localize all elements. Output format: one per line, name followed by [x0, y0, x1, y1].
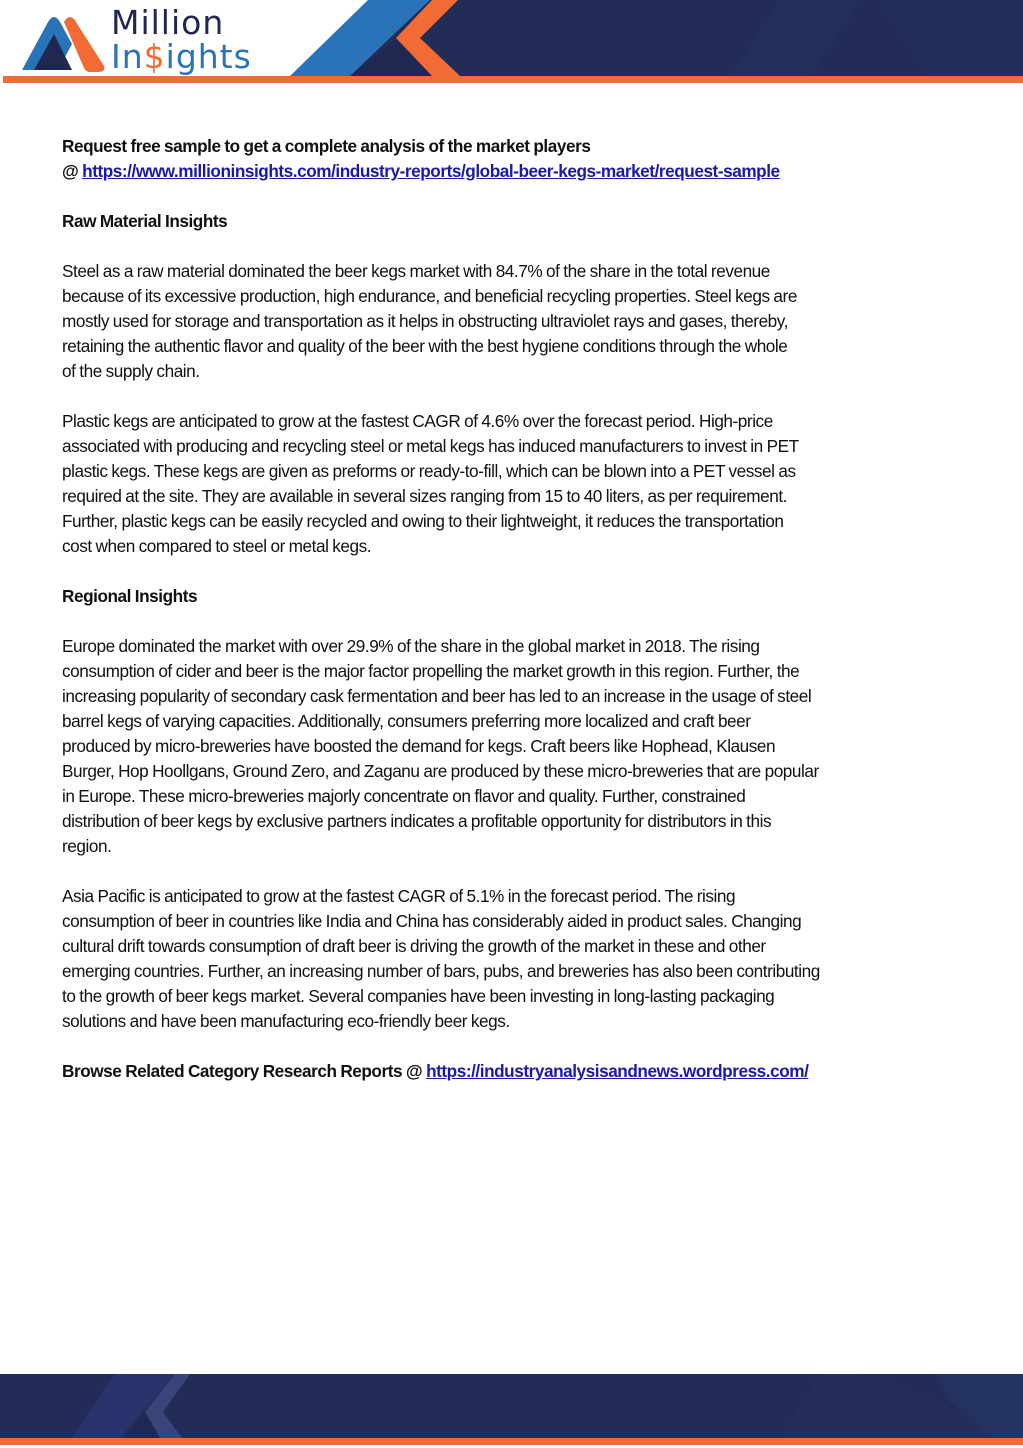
paragraph-line: produced by micro-breweries have boosted the demand for kegs. Craft beers like Hophead, Klausen [62, 736, 776, 756]
paragraph-line: distribution of beer kegs by exclusive partners indicates a profitable opportunity for distributors in this [62, 811, 772, 831]
paragraph-line: plastic kegs. These kegs are given as preforms or ready-to-fill, which can be blown into a PET vessel as [62, 461, 796, 481]
paragraph-line: Steel as a raw material dominated the beer kegs market with 84.7% of the share in the total revenue [62, 261, 770, 281]
at-symbol: @ [62, 161, 83, 181]
paragraph-plastic [62, 409, 962, 559]
paragraph-line: in Europe. These micro-breweries majorly concentrate on flavor and quality. Further, constrained [62, 786, 746, 806]
paragraph-steel [62, 259, 962, 384]
paragraph-line: retaining the authentic flavor and quality of the beer with the best hygiene conditions through the whole [62, 336, 788, 356]
paragraph-line: barrel kegs of varying capacities. Additionally, consumers preferring more localized and craft beer [62, 711, 751, 731]
logo-in: In [111, 37, 144, 76]
logo-line-million: Million [111, 3, 225, 42]
paragraph-line: cost when compared to steel or metal kegs. [62, 536, 372, 556]
paragraph-line: mostly used for storage and transportation as it helps in obstructing ultraviolet rays and gases, thereby, [62, 311, 788, 331]
sample-request-title: Request free sample to get a complete analysis of the market players [62, 136, 591, 156]
spacer [62, 559, 962, 584]
paragraph-line: to the growth of beer kegs market. Several companies have been investing in long-lasting packaging [62, 986, 775, 1006]
spacer [62, 184, 962, 209]
page-header-banner [0, 0, 1023, 84]
paragraph-line: Europe dominated the market with over 29.9% of the share in the global market in 2018. The rising [62, 636, 760, 656]
logo-dollar-sign: $ [143, 37, 166, 76]
spacer [62, 609, 962, 634]
logo-wordmark [111, 3, 252, 76]
browse-label: Browse Related Category Research Reports @ [62, 1061, 427, 1081]
browse-related-line [62, 1059, 962, 1084]
paragraph-line: Plastic kegs are anticipated to grow at the fastest CAGR of 4.6% over the forecast period. High-price [62, 411, 773, 431]
paragraph-line: consumption of cider and beer is the major factor propelling the market growth in this region. Further, the [62, 661, 800, 681]
paragraph-line: region. [62, 836, 112, 856]
paragraph-line: solutions and have been manufacturing eco-friendly beer kegs. [62, 1011, 510, 1031]
paragraph-line: of the supply chain. [62, 361, 200, 381]
related-reports-link[interactable]: https://industryanalysisandnews.wordpress.com/ [426, 1061, 809, 1081]
paragraph-line: cultural drift towards consumption of draft beer is driving the growth of the market in these and other [62, 936, 766, 956]
logo-mark-icon [14, 8, 114, 78]
spacer [62, 234, 962, 259]
paragraph-line: because of its excessive production, high endurance, and beneficial recycling properties. Steel kegs are [62, 286, 797, 306]
paragraph-line: Further, plastic kegs can be easily recycled and owing to their lightweight, it reduces the transportation [62, 511, 784, 531]
section-heading-raw-material: Raw Material Insights [62, 211, 228, 231]
footer-banner-graphic [0, 1374, 1023, 1448]
spacer [62, 384, 962, 409]
paragraph-line: increasing popularity of secondary cask fermentation and beer has led to an increase in the usage of steel [62, 686, 812, 706]
paragraph-line: required at the site. They are available in several sizes ranging from 15 to 40 liters, as per requirement. [62, 486, 787, 506]
paragraph-line: consumption of beer in countries like India and China has considerably aided in product sales. Changing [62, 911, 802, 931]
document-body [62, 134, 962, 1084]
logo-line-insights [111, 37, 252, 76]
logo-ights: ights [165, 37, 252, 76]
page-footer-banner [0, 1374, 1023, 1448]
section-heading-regional: Regional Insights [62, 586, 198, 606]
spacer [62, 859, 962, 884]
paragraph-asia-pacific [62, 884, 962, 1034]
paragraph-line: Asia Pacific is anticipated to grow at the fastest CAGR of 5.1% in the forecast period. The rising [62, 886, 736, 906]
paragraph-line: Burger, Hop Hoollgans, Ground Zero, and Zaganu are produced by these micro-breweries that are popular [62, 761, 819, 781]
request-sample-link[interactable]: https://www.millioninsights.com/industry-reports/global-beer-kegs-market/request-sample [82, 161, 780, 181]
spacer [62, 1034, 962, 1059]
paragraph-line: emerging countries. Further, an increasing number of bars, pubs, and breweries has also been contributing [62, 961, 820, 981]
paragraph-europe [62, 634, 962, 859]
paragraph-line: associated with producing and recycling steel or metal kegs has induced manufacturers to invest in PET [62, 436, 799, 456]
sample-request-line [62, 159, 962, 184]
